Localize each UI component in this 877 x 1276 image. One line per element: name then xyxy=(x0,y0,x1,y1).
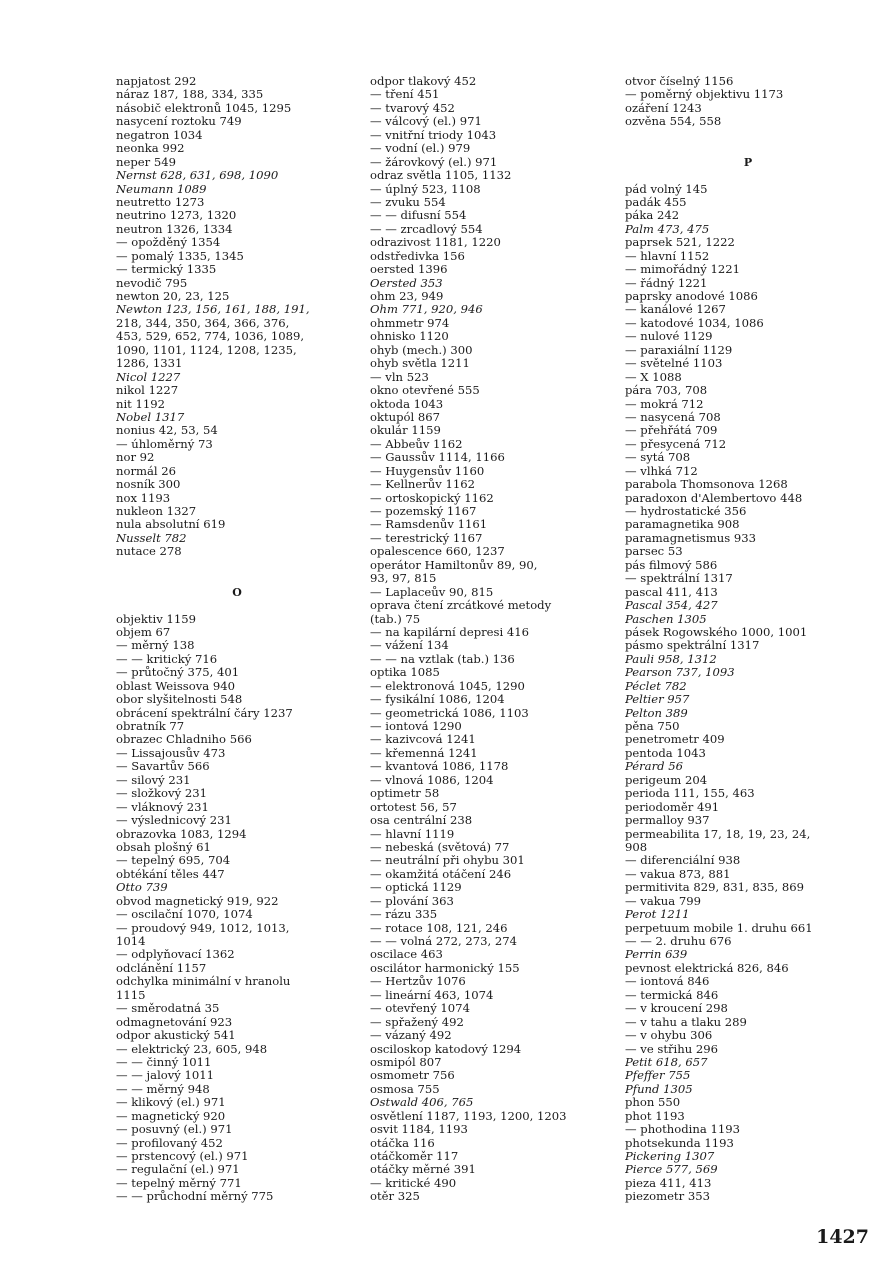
index-entry: osmosa 755 xyxy=(370,1082,440,1096)
index-entry: — Lissajousův 473 xyxy=(116,746,226,760)
index-entry: odstředivka 156 xyxy=(370,249,465,263)
index-entry: permitivita 829, 831, 835, 869 xyxy=(625,881,805,895)
index-entry: — — zrcadlový 554 xyxy=(370,222,483,236)
index-entry: — přehřátá 709 xyxy=(625,424,718,438)
index-entry: objem 67 xyxy=(116,625,171,639)
index-entry: phon 550 xyxy=(625,1096,681,1110)
index-entry: parabola Thomsonova 1268 xyxy=(625,478,788,492)
index-entry: osciloskop katodový 1294 xyxy=(370,1042,522,1056)
section-letter: O xyxy=(232,585,242,599)
index-entry: perpetuum mobile 1. druhu 661 xyxy=(625,921,813,935)
index-entry: Neumann 1089 xyxy=(116,182,207,196)
index-entry: pevnost elektrická 826, 846 xyxy=(625,961,789,975)
index-entry: — odplyňovací 1362 xyxy=(116,948,235,962)
index-entry: 218, 344, 350, 364, 366, 376, xyxy=(116,316,290,330)
index-entry: odpor akustický 541 xyxy=(116,1029,236,1043)
index-entry: — sytá 708 xyxy=(625,451,691,465)
index-entry: pieza 411, 413 xyxy=(625,1176,712,1190)
index-entry: ozvěna 554, 558 xyxy=(625,115,722,129)
index-entry: — iontová 846 xyxy=(625,975,710,989)
index-entry: perioda 111, 155, 463 xyxy=(625,787,755,801)
index-entry: — proudový 949, 1012, 1013, xyxy=(116,921,290,935)
index-entry: obvod magnetický 919, 922 xyxy=(116,894,279,908)
index-entry: — diferenciální 938 xyxy=(625,854,741,868)
index-entry: Nusselt 782 xyxy=(116,531,187,545)
index-entry: ortotest 56, 57 xyxy=(370,800,457,814)
index-entry: — světelné 1103 xyxy=(625,357,723,371)
index-column-3 xyxy=(625,75,871,1204)
index-entry: newton 20, 23, 125 xyxy=(116,290,230,303)
index-entry: — iontová 1290 xyxy=(370,720,462,733)
index-entry: osa centrální 238 xyxy=(370,814,473,828)
index-entry: — — volná 272, 273, 274 xyxy=(370,935,517,948)
index-entry: — žárovkový (el.) 971 xyxy=(370,155,498,169)
index-entry: — — kritický 716 xyxy=(116,652,218,666)
index-entry: 1115 xyxy=(116,988,146,1002)
index-entry: — hlavní 1152 xyxy=(625,249,710,263)
index-entry: — — difusní 554 xyxy=(370,209,467,223)
index-entry: — vakua 799 xyxy=(625,894,701,908)
index-entry: — geometrická 1086, 1103 xyxy=(370,706,529,720)
index-entry: oersted 1396 xyxy=(370,263,448,277)
index-entry: optimetr 58 xyxy=(370,787,440,801)
index-entry: — Huygensův 1160 xyxy=(370,464,485,478)
index-entry: nor 92 xyxy=(116,451,155,465)
index-entry: ozáření 1243 xyxy=(625,101,702,115)
index-entry: — termický 1335 xyxy=(116,263,217,277)
index-entry: — vodní (el.) 979 xyxy=(370,142,471,156)
index-entry: — plování 363 xyxy=(370,894,454,908)
index-entry: otáčkoměr 117 xyxy=(370,1150,459,1163)
page-number: 1427 xyxy=(816,1226,869,1248)
index-entry: odclánění 1157 xyxy=(116,961,207,975)
index-entry: — směrodatná 35 xyxy=(116,1002,220,1016)
index-entry: — vláknový 231 xyxy=(116,800,209,814)
index-entry: Pickering 1307 xyxy=(625,1150,715,1163)
index-entry: — vlnová 1086, 1204 xyxy=(370,773,494,787)
index-entry: okulár 1159 xyxy=(370,424,441,438)
index-entry: — tření 451 xyxy=(370,88,440,102)
index-entry: Nernst 628, 631, 698, 1090 xyxy=(116,169,279,183)
index-entry: neonka 992 xyxy=(116,142,185,156)
index-entry: — úplný 523, 1108 xyxy=(370,182,481,196)
index-entry: — spřažený 492 xyxy=(370,1015,464,1029)
index-entry: paramagnetismus 933 xyxy=(625,531,756,545)
index-entry: oblast Weissova 940 xyxy=(116,679,236,693)
index-entry: — na kapilární depresi 416 xyxy=(370,625,530,639)
index-entry: — — na vztlak (tab.) 136 xyxy=(370,652,515,666)
index-entry: — vnitřní triody 1043 xyxy=(370,128,497,142)
index-entry: pentoda 1043 xyxy=(625,746,706,760)
index-entry: — opožděný 1354 xyxy=(116,236,221,250)
index-entry: 93, 97, 815 xyxy=(370,572,437,586)
index-entry: obrácení spektrální čáry 1237 xyxy=(116,706,293,720)
index-entry: — nebeská (světová) 77 xyxy=(370,840,510,854)
index-entry: phot 1193 xyxy=(625,1109,685,1123)
index-entry: — rotace 108, 121, 246 xyxy=(370,921,508,935)
index-entry: photsekunda 1193 xyxy=(625,1136,734,1150)
index-entry: okno otevřené 555 xyxy=(370,384,480,398)
index-entry: — křemenná 1241 xyxy=(370,746,478,760)
index-entry: Petit 618, 657 xyxy=(625,1055,708,1069)
spacer xyxy=(116,559,358,572)
index-entry: neper 549 xyxy=(116,155,176,169)
index-entry: nula absolutní 619 xyxy=(116,518,226,532)
index-entry: nikol 1227 xyxy=(116,384,179,398)
index-entry: — v tahu a tlaku 289 xyxy=(625,1015,747,1029)
index-entry: objektiv 1159 xyxy=(116,612,196,626)
index-entry: odmagnetování 923 xyxy=(116,1015,233,1029)
index-entry: 1286, 1331 xyxy=(116,357,183,371)
index-entry: — úhloměrný 73 xyxy=(116,437,213,451)
index-entry: — Ramsdenův 1161 xyxy=(370,518,488,532)
index-entry: — výslednicový 231 xyxy=(116,814,232,828)
index-entry: 908 xyxy=(625,840,648,854)
index-entry: pěna 750 xyxy=(625,720,680,733)
index-entry: Oersted 353 xyxy=(370,276,443,290)
index-entry: nit 1192 xyxy=(116,397,166,411)
index-entry: — nasycená 708 xyxy=(625,410,721,424)
index-entry: — — jalový 1011 xyxy=(116,1069,215,1083)
spacer xyxy=(116,599,358,612)
index-entry: — magnetický 920 xyxy=(116,1109,226,1123)
index-entry: Perrin 639 xyxy=(625,948,688,962)
index-entry: optika 1085 xyxy=(370,666,440,680)
index-entry: — měrný 138 xyxy=(116,639,195,653)
index-entry: ohmmetr 974 xyxy=(370,316,450,330)
index-entry: — nulové 1129 xyxy=(625,330,713,344)
index-entry: napjatost 292 xyxy=(116,75,197,88)
index-entry: osvětlení 1187, 1193, 1200, 1203 xyxy=(370,1109,567,1123)
index-entry: — průtočný 375, 401 xyxy=(116,666,240,680)
index-entry: odpor tlakový 452 xyxy=(370,75,477,88)
index-entry: pascal 411, 413 xyxy=(625,585,718,599)
index-entry: penetrometr 409 xyxy=(625,733,725,747)
index-entry: — vlhká 712 xyxy=(625,464,698,478)
index-entry: oscilátor harmonický 155 xyxy=(370,961,520,975)
index-entry: — Abbeův 1162 xyxy=(370,437,463,451)
index-entry: — prstencový (el.) 971 xyxy=(116,1150,249,1163)
index-entry: nox 1193 xyxy=(116,491,171,505)
index-entry: padák 455 xyxy=(625,195,687,209)
index-entry: Peltier 957 xyxy=(625,693,690,707)
index-entry: — silový 231 xyxy=(116,773,191,787)
index-entry: obrazovka 1083, 1294 xyxy=(116,827,247,841)
spacer xyxy=(625,129,871,142)
index-entry: periodoměr 491 xyxy=(625,800,720,814)
index-entry: ohnisko 1120 xyxy=(370,330,449,344)
index-entry: — přesycená 712 xyxy=(625,437,727,451)
index-entry: — profilovaný 452 xyxy=(116,1136,223,1150)
index-entry: nevodič 795 xyxy=(116,276,188,290)
index-entry: ohm 23, 949 xyxy=(370,290,444,303)
index-entry: — otevřený 1074 xyxy=(370,1002,470,1016)
index-entry: pás filmový 586 xyxy=(625,558,718,572)
index-entry: Pfeffer 755 xyxy=(625,1069,691,1083)
index-entry: Pauli 958, 1312 xyxy=(625,652,717,666)
index-entry: Péclet 782 xyxy=(625,679,687,693)
index-entry: — vln 523 xyxy=(370,370,429,384)
index-entry: — optická 1129 xyxy=(370,881,462,895)
index-entry: obratník 77 xyxy=(116,720,185,733)
index-entry: obtékání těles 447 xyxy=(116,867,225,881)
index-entry: odrazivost 1181, 1220 xyxy=(370,236,501,250)
index-entry: nukleon 1327 xyxy=(116,505,197,518)
index-entry: paprsky anodové 1086 xyxy=(625,290,758,303)
index-entry: — Hertzův 1076 xyxy=(370,975,466,989)
index-entry: Pascal 354, 427 xyxy=(625,599,718,613)
index-entry: perigeum 204 xyxy=(625,773,708,787)
index-entry: — Laplaceův 90, 815 xyxy=(370,585,494,599)
index-column-2 xyxy=(370,75,614,1204)
spacer xyxy=(625,142,871,155)
index-entry: odchylka minimální v hranolu xyxy=(116,975,291,989)
index-entry: neutretto 1273 xyxy=(116,195,205,209)
index-entry: Palm 473, 475 xyxy=(625,222,710,236)
index-entry: — pomalý 1335, 1345 xyxy=(116,249,244,263)
index-column-1 xyxy=(116,75,358,1204)
spacer xyxy=(625,169,871,182)
index-entry: parsec 53 xyxy=(625,545,683,559)
index-entry: Pfund 1305 xyxy=(625,1082,693,1096)
index-entry: obor slyšitelnosti 548 xyxy=(116,693,243,707)
index-entry: — posuvný (el.) 971 xyxy=(116,1123,233,1137)
index-entry: — kanálové 1267 xyxy=(625,303,726,317)
index-entry: paprsek 521, 1222 xyxy=(625,236,735,250)
index-entry: Pierce 577, 569 xyxy=(625,1163,718,1177)
index-entry: pásek Rogowského 1000, 1001 xyxy=(625,625,808,639)
index-entry: — klikový (el.) 971 xyxy=(116,1096,226,1110)
index-entry: otvor číselný 1156 xyxy=(625,75,734,88)
index-entry: — terestrický 1167 xyxy=(370,531,483,545)
index-entry: — neutrální při ohybu 301 xyxy=(370,854,525,868)
index-entry: — Kellnerův 1162 xyxy=(370,478,475,492)
index-entry: — ortoskopický 1162 xyxy=(370,491,494,505)
index-entry: — paraxiální 1129 xyxy=(625,343,733,357)
index-entry: — — měrný 948 xyxy=(116,1082,210,1096)
index-entry: paradoxon d'Alembertovo 448 xyxy=(625,491,803,505)
index-entry: nosník 300 xyxy=(116,478,181,492)
index-entry: negatron 1034 xyxy=(116,128,203,142)
index-entry: operátor Hamiltonův 89, 90, xyxy=(370,558,538,572)
index-entry: — vážení 134 xyxy=(370,639,449,653)
spacer xyxy=(116,572,358,585)
index-entry: — termická 846 xyxy=(625,988,719,1002)
index-entry: — poměrný objektivu 1173 xyxy=(625,88,784,102)
index-entry: otáčky měrné 391 xyxy=(370,1163,476,1177)
index-entry: paramagnetika 908 xyxy=(625,518,740,532)
index-entry: osmipól 807 xyxy=(370,1055,442,1069)
index-entry: neutrino 1273, 1320 xyxy=(116,209,237,223)
index-entry: nutace 278 xyxy=(116,545,182,559)
index-entry: — mimořádný 1221 xyxy=(625,263,741,277)
index-entry: otáčka 116 xyxy=(370,1136,435,1150)
index-entry: — kritické 490 xyxy=(370,1176,457,1190)
index-entry: piezometr 353 xyxy=(625,1190,710,1204)
index-entry: Perot 1211 xyxy=(625,908,690,922)
index-entry: — pozemský 1167 xyxy=(370,505,477,518)
index-entry: násobič elektronů 1045, 1295 xyxy=(116,101,292,115)
index-entry: 1014 xyxy=(116,935,146,948)
index-entry: Paschen 1305 xyxy=(625,612,707,626)
index-entry: — elektrický 23, 605, 948 xyxy=(116,1042,268,1056)
section-letter: P xyxy=(743,155,753,169)
index-entry: nasycení roztoku 749 xyxy=(116,115,242,129)
index-entry: — X 1088 xyxy=(625,370,682,384)
index-entry: opalescence 660, 1237 xyxy=(370,545,505,559)
index-entry: — katodové 1034, 1086 xyxy=(625,316,764,330)
index-entry: otěr 325 xyxy=(370,1190,420,1204)
index-entry: neutron 1326, 1334 xyxy=(116,222,233,236)
index-entry: — vázaný 492 xyxy=(370,1029,452,1043)
index-entry: 453, 529, 652, 774, 1036, 1089, xyxy=(116,330,305,344)
index-entry: Otto 739 xyxy=(116,881,168,895)
index-entry: — tepelný 695, 704 xyxy=(116,854,231,868)
index-entry: — okamžitá otáčení 246 xyxy=(370,867,512,881)
index-entry: — spektrální 1317 xyxy=(625,572,733,586)
index-entry: odraz světla 1105, 1132 xyxy=(370,169,512,183)
index-entry: Pérard 56 xyxy=(625,760,683,774)
index-entry: — válcový (el.) 971 xyxy=(370,115,482,129)
index-entry: — — průchodní měrný 775 xyxy=(116,1190,274,1204)
index-entry: — kazivcová 1241 xyxy=(370,733,476,747)
index-entry: osvit 1184, 1193 xyxy=(370,1123,468,1137)
index-entry: páka 242 xyxy=(625,209,680,223)
index-entry: Ohm 771, 920, 946 xyxy=(370,303,483,317)
index-entry: — kvantová 1086, 1178 xyxy=(370,760,509,774)
index-entry: — — činný 1011 xyxy=(116,1055,212,1069)
index-entry: permalloy 937 xyxy=(625,814,710,828)
index-entry: — elektronová 1045, 1290 xyxy=(370,679,525,693)
index-entry: — řádný 1221 xyxy=(625,276,708,290)
index-entry: — ve střihu 296 xyxy=(625,1042,718,1056)
index-entry: — tepelný měrný 771 xyxy=(116,1176,242,1190)
index-entry: ohyb světla 1211 xyxy=(370,357,470,371)
index-entry: — oscilační 1070, 1074 xyxy=(116,908,253,922)
index-entry: pára 703, 708 xyxy=(625,384,708,398)
index-entry: nonius 42, 53, 54 xyxy=(116,424,218,438)
index-entry: Nobel 1317 xyxy=(116,410,185,424)
index-entry: — mokrá 712 xyxy=(625,397,704,411)
index-entry: — v kroucení 298 xyxy=(625,1002,728,1016)
index-entry: — — 2. druhu 676 xyxy=(625,935,732,948)
index-entry: obsah plošný 61 xyxy=(116,840,211,854)
index-entry: oktoda 1043 xyxy=(370,397,444,411)
index-entry: — vakua 873, 881 xyxy=(625,867,731,881)
index-entry: pásmo spektrální 1317 xyxy=(625,639,760,653)
index-entry: 1090, 1101, 1124, 1208, 1235, xyxy=(116,343,297,357)
index-entry: — zvuku 554 xyxy=(370,195,446,209)
index-entry: — hlavní 1119 xyxy=(370,827,455,841)
index-entry: — fysikální 1086, 1204 xyxy=(370,693,505,707)
index-entry: normál 26 xyxy=(116,464,177,478)
index-entry: — rázu 335 xyxy=(370,908,438,922)
index-entry: — Gaussův 1114, 1166 xyxy=(370,451,505,465)
index-entry: ohyb (mech.) 300 xyxy=(370,343,473,357)
index-entry: (tab.) 75 xyxy=(370,612,421,626)
index-entry: — regulační (el.) 971 xyxy=(116,1163,240,1177)
index-entry: oprava čtení zrcátkové metody xyxy=(370,599,552,613)
index-entry: — lineární 463, 1074 xyxy=(370,988,494,1002)
index-entry: Pearson 737, 1093 xyxy=(625,666,735,680)
index-entry: Ostwald 406, 765 xyxy=(370,1096,474,1110)
index-entry: Nicol 1227 xyxy=(116,370,181,384)
index-entry: pád volný 145 xyxy=(625,182,708,196)
index-entry: — v ohybu 306 xyxy=(625,1029,713,1043)
index-entry: náraz 187, 188, 334, 335 xyxy=(116,88,264,102)
index-entry: oktupól 867 xyxy=(370,410,441,424)
index-entry: oscilace 463 xyxy=(370,948,443,962)
index-entry: — tvarový 452 xyxy=(370,101,455,115)
index-entry: — hydrostatické 356 xyxy=(625,505,747,518)
index-entry: Newton 123, 156, 161, 188, 191, xyxy=(116,303,310,317)
index-entry: — složkový 231 xyxy=(116,787,207,801)
index-entry: — phothodina 1193 xyxy=(625,1123,740,1137)
index-entry: Pelton 389 xyxy=(625,706,688,720)
index-entry: — Savartův 566 xyxy=(116,760,210,774)
index-entry: obrazec Chladniho 566 xyxy=(116,733,252,747)
index-entry: permeabilita 17, 18, 19, 23, 24, xyxy=(625,827,811,841)
index-entry: osmometr 756 xyxy=(370,1069,455,1083)
